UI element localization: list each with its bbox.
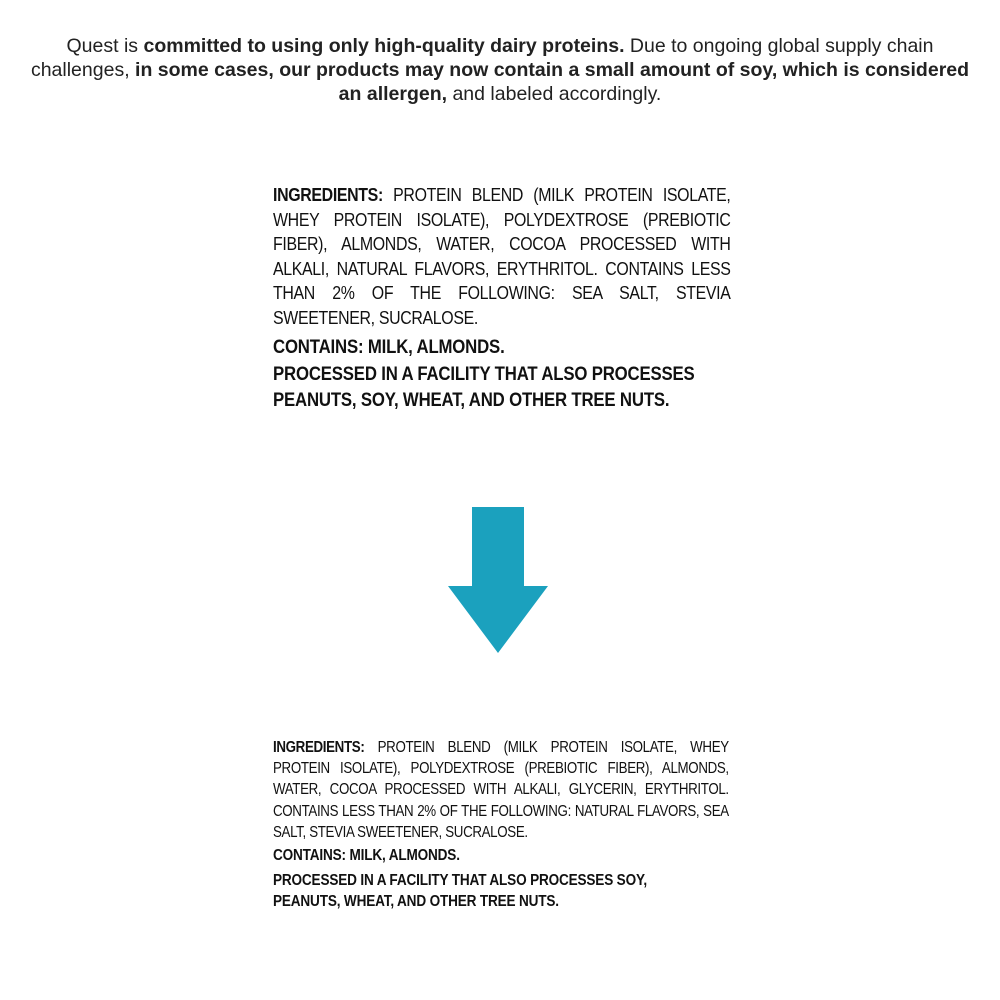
- old-facility-line-1: PROCESSED IN A FACILITY THAT ALSO PROCESSES: [273, 362, 695, 385]
- notice-text-1: Quest is: [66, 35, 144, 57]
- old-ingredients-heading: INGREDIENTS:: [273, 184, 383, 205]
- notice-bold-soy-allergen: in some cases, our products may now contain a small amount of soy, which is considered an allergen,: [135, 59, 970, 105]
- soy-notice: [30, 34, 970, 106]
- notice-bold-commitment: committed to using only high-quality dairy proteins.: [143, 35, 625, 57]
- old-ingredients-text: PROTEIN BLEND (MILK PROTEIN ISOLATE, WHEY PROTEIN ISOLATE), POLYDEXTROSE (PREBIOTIC FIBER), ALMONDS, WATER, COCOA PROCESSED WITH ALKALI, NATURAL FLAVORS, ERYTHRITOL. CONTAINS LESS THAN 2% OF THE FOLLOWING: SEA SALT, STEVIA SWEETENER, SUCRALOSE.: [273, 184, 731, 328]
- new-ingredients-label: [273, 737, 729, 913]
- new-ingredients-text: PROTEIN BLEND (MILK PROTEIN ISOLATE, WHEY PROTEIN ISOLATE), POLYDEXTROSE (PREBIOTIC FIBER), ALMONDS, WATER, COCOA PROCESSED WITH ALKALI, GLYCERIN, ERYTHRITOL. CONTAINS LESS THAN 2% OF THE FOLLOWING: NATURAL FLAVORS, SEA SALT, STEVIA SWEETENER, SUCRALOSE.: [273, 739, 729, 841]
- arrow-down-icon: [448, 507, 548, 653]
- new-ingredients-heading: INGREDIENTS:: [273, 739, 365, 756]
- old-ingredients-paragraph: [273, 183, 731, 331]
- notice-text-2: Due to ongoing global supply chain challenges,: [30, 35, 934, 81]
- new-facility-line-1: PROCESSED IN A FACILITY THAT ALSO PROCESSES SOY,: [273, 871, 647, 889]
- old-contains-statement: CONTAINS: MILK, ALMONDS.: [273, 335, 505, 358]
- old-ingredients-label: [273, 183, 731, 413]
- old-facility-line-2: PEANUTS, SOY, WHEAT, AND OTHER TREE NUTS.: [273, 388, 670, 411]
- new-facility-line-2: PEANUTS, WHEAT, AND OTHER TREE NUTS.: [273, 893, 559, 911]
- notice-text-3: and labeled accordingly.: [447, 83, 662, 105]
- new-contains-statement: CONTAINS: MILK, ALMONDS.: [273, 847, 460, 865]
- arrow-down-shape: [448, 507, 548, 653]
- new-ingredients-paragraph: [273, 737, 729, 843]
